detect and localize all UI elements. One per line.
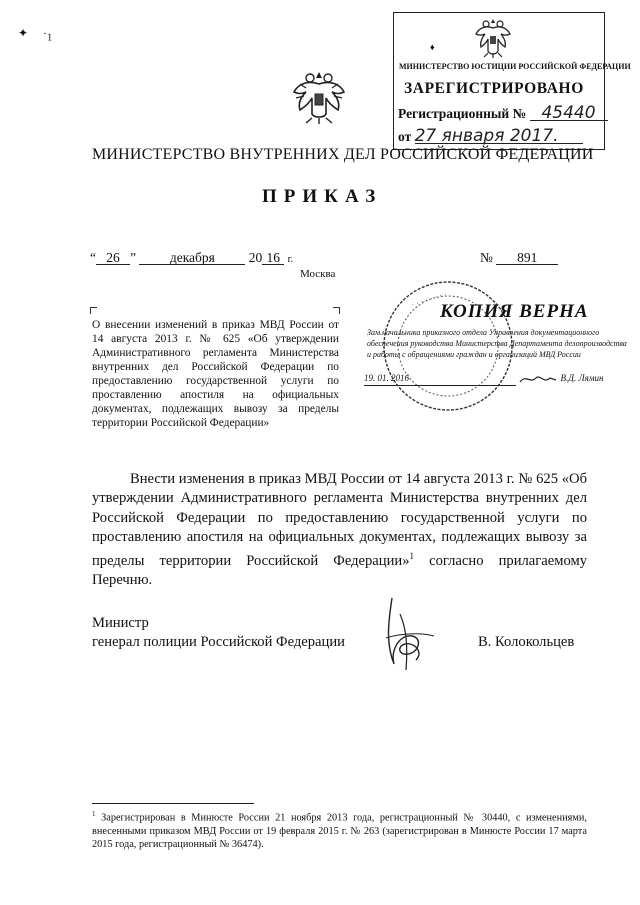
order-number [480,250,558,266]
body-text-tail: согласно прилагаемому Перечню. [92,553,587,589]
order-day: 26 [96,251,130,265]
ministry-title: МИНИСТЕРСТВО ВНУТРЕННИХ ДЕЛ РОССИЙСКОЙ ФЕДЕРАЦИИ [92,146,594,163]
subject-bracket-right [333,307,340,314]
registration-date-value: 27 января 2017. [415,130,583,144]
signer-name: В. Колокольцев [478,634,575,650]
order-number-value: 891 [496,251,558,265]
registration-ministry: МИНИСТЕРСТВО ЮСТИЦИИ РОССИЙСКОЙ ФЕДЕРАЦИИ [399,62,631,71]
copy-stamp-footer [364,372,626,386]
footnote [92,808,587,851]
order-year-prefix: 20 [248,250,263,265]
copy-stamp-position: Зам.начальника приказного отдела Управления документационного обеспечения руководства Министерства Департамента делопроизводства и работы с обращениями граждан и организаций МВД России [367,328,627,359]
order-date: “ 26 ” декабря 20 16 г. [90,250,294,265]
scan-marks: ✦ $\cdot_1$ [18,26,53,44]
document-type-title: ПРИКАЗ [262,186,383,207]
registration-date-row [398,126,583,146]
order-month: декабря [139,251,245,265]
registration-number-value: 45440 [530,107,608,121]
registration-number-row [398,103,608,123]
order-number-label: № [480,250,493,265]
order-subject: О внесении изменений в приказ МВД России от 14 августа 2013 г. № 625 «Об утверждении Административного регламента Министерства внутренних дел Российской Федерации по предоставлению государственной услуги по проставлению апостиля на официальных документах, подлежащих вывозу за пределы территории Российской Федерации» [92,319,339,429]
footnote-text: Зарегистрирован в Минюсте России 21 ноября 2013 года, регистрационный № 30440, с изменениями, внесенными приказом МВД России от 19 февраля 2015 г. № 263 (зарегистрирован в Минюсте России 17 марта 2015 года, регистрационный № 36474). [92,812,587,850]
body-text-main: Внести изменения в приказ МВД России от 14 августа 2013 г. № 625 «Об утверждении Административного регламента Министерства внутренних дел Российской Федерации по предоставлению государственной услуги по проставлению апостиля на официальных документах, подлежащих вывозу за пределы территории Российской Федерации» [92,471,587,570]
copy-stamp-signature [518,372,558,386]
stamp-star-icon: ♦ [430,42,435,52]
copy-stamp-name: В.Д. Лямин [560,373,604,384]
footnote-mark: 1 [92,810,96,818]
order-city: Москва [300,268,336,280]
copy-stamp-title: КОПИЯ ВЕРНА [440,301,589,322]
registration-title: ЗАРЕГИСТРИРОВАНО [404,80,584,97]
order-year-mark: г. [287,254,294,265]
order-body [92,470,587,591]
coat-of-arms-emblem [288,64,350,126]
registration-date-label: от [398,129,412,144]
svg-text:· · · · · · · ·: · · · · · · · · [410,289,448,310]
stamp-emblem-icon [472,15,514,59]
subject-bracket-left [90,307,97,314]
body-footnote-ref: 1 [409,551,415,562]
copy-stamp-date: 19. 01. 2016 [364,372,516,386]
footnote-divider [92,803,254,804]
minister-signature [378,594,438,674]
order-year-suffix: 16 [262,251,284,265]
signer-title-line1: Министр [92,615,149,631]
registration-number-label: Регистрационный № [398,106,527,121]
signer-title-line2: генерал полиции Российской Федерации [92,634,345,650]
